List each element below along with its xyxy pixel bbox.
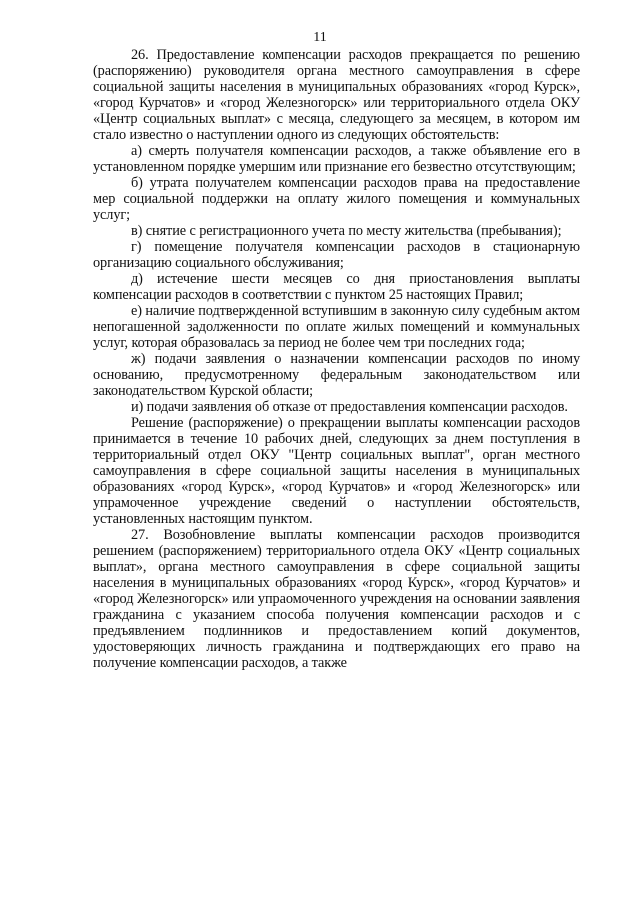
item-g: г) помещение получателя компенсации расходов в стационарную организацию социального обслуживания; <box>93 239 580 271</box>
paragraph-26: 26. Предоставление компенсации расходов прекращается по решению (распоряжению) руководителя органа местного самоуправления в сфере социальной защиты населения в муниципальных образованиях «город Курск», «город Курчатов» и «город Железногорск» или территориального отдела ОКУ «Центр социальных выплат» с месяца, следующего за месяцем, в котором им стало известно о наступлении одного из следующих обстоятельств: <box>93 47 580 143</box>
decision-paragraph: Решение (распоряжение) о прекращении выплаты компенсации расходов принимается в течение 10 рабочих дней, следующих за днем поступления в территориальный отдел ОКУ "Центр социальных выплат", орган местного самоуправления в сфере социальной защиты населения в муниципальных образованиях «город Курск», «город Курчатов» и «город Железногорск» или упрамоченное учреждение сведений о наступлении обстоятельств, установленных настоящим пунктом. <box>93 415 580 527</box>
item-b: б) утрата получателем компенсации расходов права на предоставление мер социальной поддержки на оплату жилого помещения и коммунальных услуг; <box>93 175 580 223</box>
item-v: в) снятие с регистрационного учета по месту жительства (пребывания); <box>131 223 562 239</box>
item-d: д) истечение шести месяцев со дня приостановления выплаты компенсации расходов в соответствии с пунктом 25 настоящих Правил; <box>93 271 580 303</box>
item-e: е) наличие подтвержденной вступившим в законную силу судебным актом непогашенной задолженности по оплате жилых помещений и коммунальных услуг, которая образовалась за период не более чем три последних года; <box>93 303 580 351</box>
item-a: а) смерть получателя компенсации расходов, а также объявление его в установленном порядке умершим или признание его безвестно отсутствующим; <box>93 143 580 175</box>
paragraph-27: 27. Возобновление выплаты компенсации расходов производится решением (распоряжением) территориального отдела ОКУ «Центр социальных выплат», органа местного самоуправления в сфере социальной защиты населения в муниципальных образованиях «город Курск», «город Курчатов» и «город Железногорск» или упраомоченного учреждения на основании заявления гражданина с указанием способа получения компенсации расходов и с предъявлением подлинников и предоставлением копий документов, удостоверяющих личность гражданина и подтверждающих его право на получение компенсации расходов, а также <box>93 527 580 671</box>
document-body <box>93 47 580 671</box>
page-number: 11 <box>313 30 327 45</box>
item-zh: ж) подачи заявления о назначении компенсации расходов по иному основанию, предусмотренному федеральным законодательством или законодательством Курской области; <box>93 351 580 399</box>
item-i: и) подачи заявления об отказе от предоставления компенсации расходов. <box>131 399 568 415</box>
